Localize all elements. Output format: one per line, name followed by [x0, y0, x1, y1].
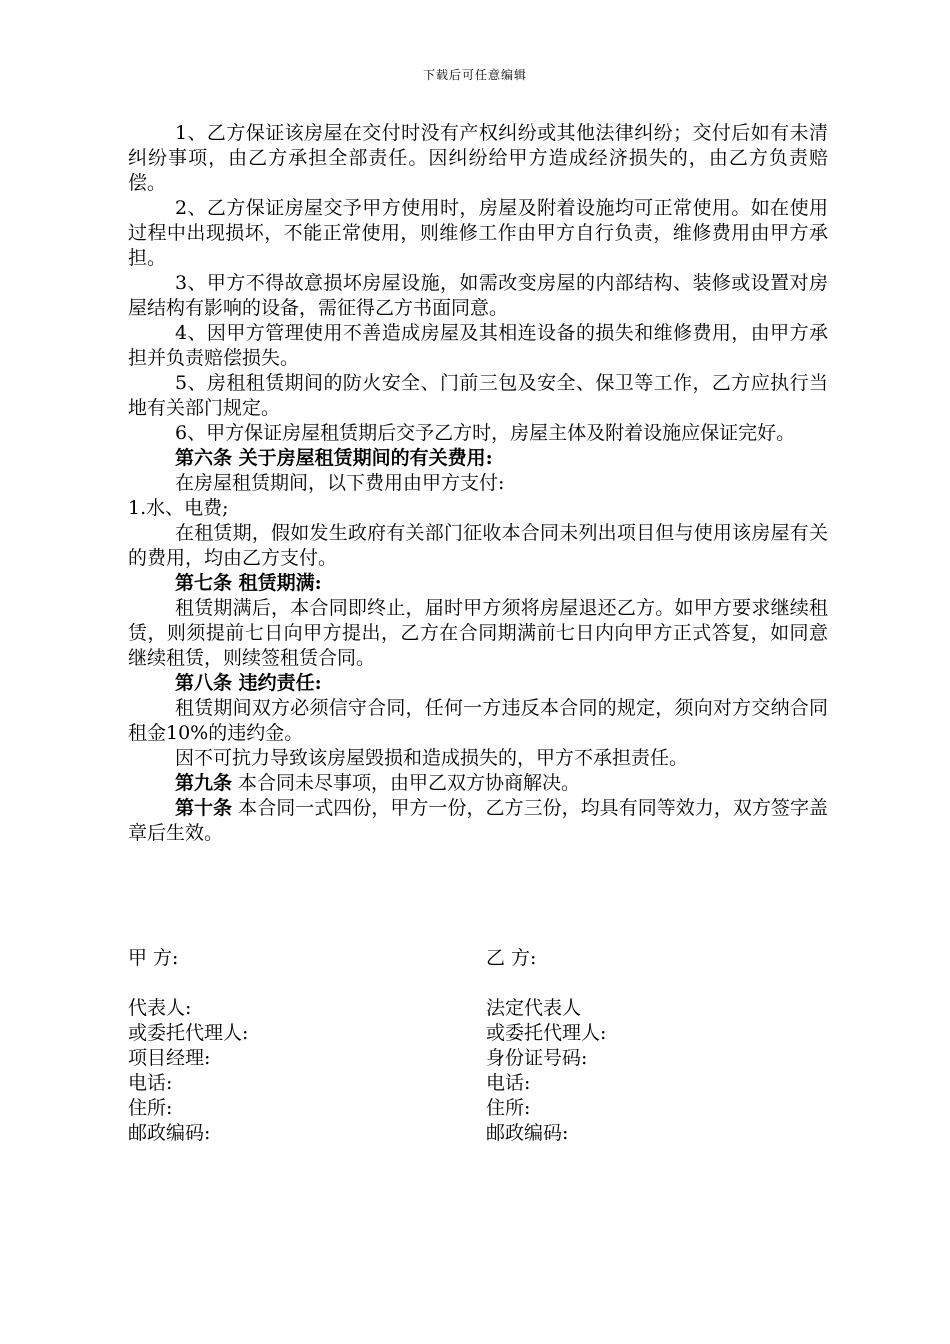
party-a-representative: 代表人: — [128, 997, 192, 1019]
article-10 — [128, 796, 828, 846]
article-6-item-1: 1.水、电费; — [128, 497, 229, 519]
party-b-address: 住所: — [486, 1097, 531, 1119]
clause-4: 4、因甲方管理使用不善造成房屋及其相连设备的损失和维修费用，由甲方承担并负责赔偿损失。 — [128, 322, 828, 369]
article-9 — [128, 771, 828, 796]
party-a-address: 住所: — [128, 1097, 173, 1119]
party-b-title: 乙 方: — [486, 947, 537, 969]
article-8-text: 租赁期间双方必须信守合同，任何一方违反本合同的规定，须向对方交纳合同租金10%的违约金。 — [128, 697, 828, 744]
party-a-title: 甲 方: — [128, 947, 179, 969]
party-b-postcode: 邮政编码: — [486, 1122, 569, 1144]
page-header: 下载后可任意编辑 — [422, 68, 527, 82]
party-a-phone: 电话: — [128, 1072, 173, 1094]
party-a-agent: 或委托代理人: — [128, 1022, 249, 1044]
article-8-heading: 第八条 违约责任: — [175, 672, 322, 694]
party-a-block — [128, 946, 248, 1146]
article-7-heading: 第七条 租赁期满: — [175, 572, 322, 594]
article-8-force-majeure: 因不可抗力导致该房屋毁损和造成损失的，甲方不承担责任。 — [175, 747, 689, 769]
clause-2: 2、乙方保证房屋交予甲方使用时，房屋及附着设施均可正常使用。如在使用过程中出现损坏，不能正常使用，则维修工作由甲方自行负责，维修费用由甲方承担。 — [128, 197, 828, 269]
article-6-intro: 在房屋租赁期间，以下费用由甲方支付: — [175, 472, 505, 494]
article-6-heading: 第六条 关于房屋租赁期间的有关费用: — [175, 447, 493, 469]
article-7-text: 租赁期满后，本合同即终止，届时甲方须将房屋退还乙方。如甲方要求继续租赁，则须提前七日向甲方提出，乙方在合同期满前七日内向甲方正式答复，如同意继续租赁，则续签租赁合同。 — [128, 597, 828, 669]
clause-3: 3、甲方不得故意损坏房屋设施，如需改变房屋的内部结构、装修或设置对房屋结构有影响的设备，需征得乙方书面同意。 — [128, 272, 828, 319]
article-10-label: 第十条 — [175, 797, 233, 819]
party-b-block — [486, 946, 606, 1146]
party-b-phone: 电话: — [486, 1072, 531, 1094]
article-6-detail: 在租赁期，假如发生政府有关部门征收本合同未列出项目但与使用该房屋有关的费用，均由乙方支付。 — [128, 522, 828, 569]
article-9-text: 本合同未尽事项，由甲乙双方协商解决。 — [232, 772, 581, 794]
party-a-project-manager: 项目经理: — [128, 1047, 211, 1069]
clause-5: 5、房租租赁期间的防火安全、门前三包及安全、保卫等工作，乙方应执行当地有关部门规定。 — [128, 372, 828, 419]
clause-1: 1、乙方保证该房屋在交付时没有产权纠纷或其他法律纠纷；交付后如有未清纠纷事项，由乙方承担全部责任。因纠纷给甲方造成经济损失的，由乙方负责赔偿。 — [128, 122, 828, 194]
clause-6: 6、甲方保证房屋租赁期后交予乙方时，房屋主体及附着设施应保证完好。 — [175, 422, 796, 444]
party-b-id-number: 身份证号码: — [486, 1047, 588, 1069]
party-b-legal-representative: 法定代表人 — [486, 997, 582, 1019]
party-b-agent: 或委托代理人: — [486, 1022, 607, 1044]
party-a-postcode: 邮政编码: — [128, 1122, 211, 1144]
contract-body — [128, 121, 828, 846]
article-10-text: 本合同一式四份，甲方一份，乙方三份，均具有同等效力，双方签字盖章后生效。 — [128, 797, 828, 844]
article-9-label: 第九条 — [175, 772, 233, 794]
